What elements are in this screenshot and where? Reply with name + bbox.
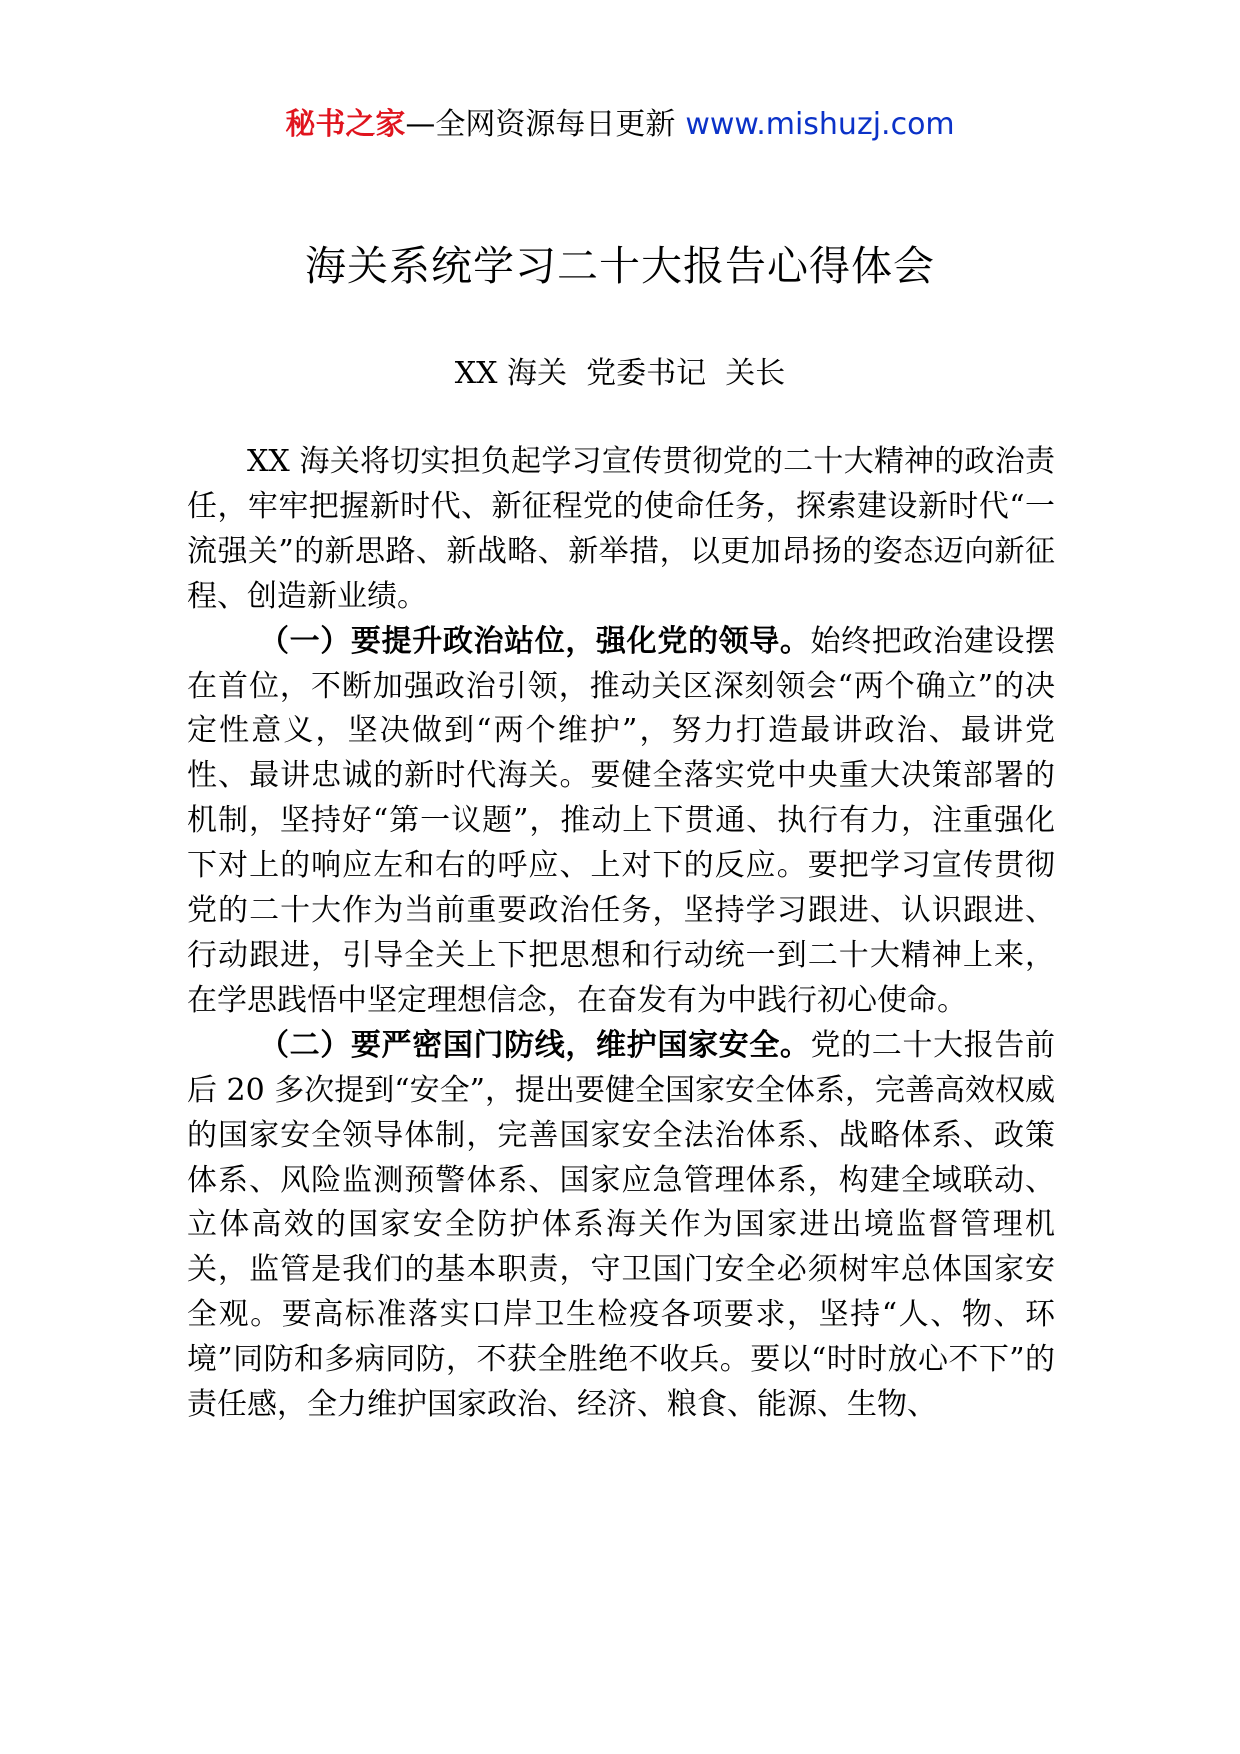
site-header [0, 103, 1240, 147]
section-heading-1: （一）要提升政治站位，强化党的领导。 [259, 623, 811, 659]
section-paragraph-1 [187, 620, 1055, 1024]
section-text-1: 始终把政治建设摆在首位，不断加强政治引领，推动关区深刻领会“两个确立”的决定性意义，坚决做到“两个维护”，努力打造最讲政治、最讲党性、最讲忠诚的新时代海关。要健全落实党中央重大决策部署的机制，坚持好“第一议题”，推动上下贯通、执行有力，注重强化下对上的响应左和右的呼应、上对下的反应。要把学习宣传贯彻党的二十大作为当前重要政治任务，坚持学习跟进、认识跟进、行动跟进，引导全关上下把思想和行动统一到二十大精神上来，在学思践悟中坚定理想信念，在奋发有为中践行初心使命。 [187, 623, 1056, 1018]
intro-paragraph: XX 海关将切实担负起学习宣传贯彻党的二十大精神的政治责任，牢牢把握新时代、新征程党的使命任务，探索建设新时代“一流强关”的新思路、新战略、新举措，以更加昂扬的姿态迈向新征程、创造新业绩。 [187, 444, 1055, 614]
brand-tagline: —全网资源每日更新 [405, 107, 676, 142]
document-author: XX 海关 党委书记 关长 [454, 356, 786, 391]
section-text-2: 党的二十大报告前后 20 多次提到“安全”，提出要健全国家安全体系，完善高效权威的国家安全领导体制，完善国家安全法治体系、战略体系、政策体系、风险监测预警体系、国家应急管理体系，构建全域联动、立体高效的国家安全防护体系海关作为国家进出境监督管理机关，监管是我们的基本职责，守卫国门安全必须树牢总体国家安全观。要高标准落实口岸卫生检疫各项要求，坚持“人、物、环境”同防和多病同防，不获全胜绝不收兵。要以“时时放心不下”的责任感，全力维护国家政治、经济、粮食、能源、生物、 [187, 1027, 1056, 1423]
section-heading-2: （二）要严密国门防线，维护国家安全。 [259, 1027, 811, 1063]
document-body [187, 440, 1055, 1428]
site-url-link[interactable]: www.mishuzj.com [685, 107, 955, 142]
brand-name: 秘书之家 [285, 107, 406, 142]
document-title: 海关系统学习二十大报告心得体会 [305, 242, 935, 290]
section-paragraph-2 [187, 1024, 1055, 1428]
